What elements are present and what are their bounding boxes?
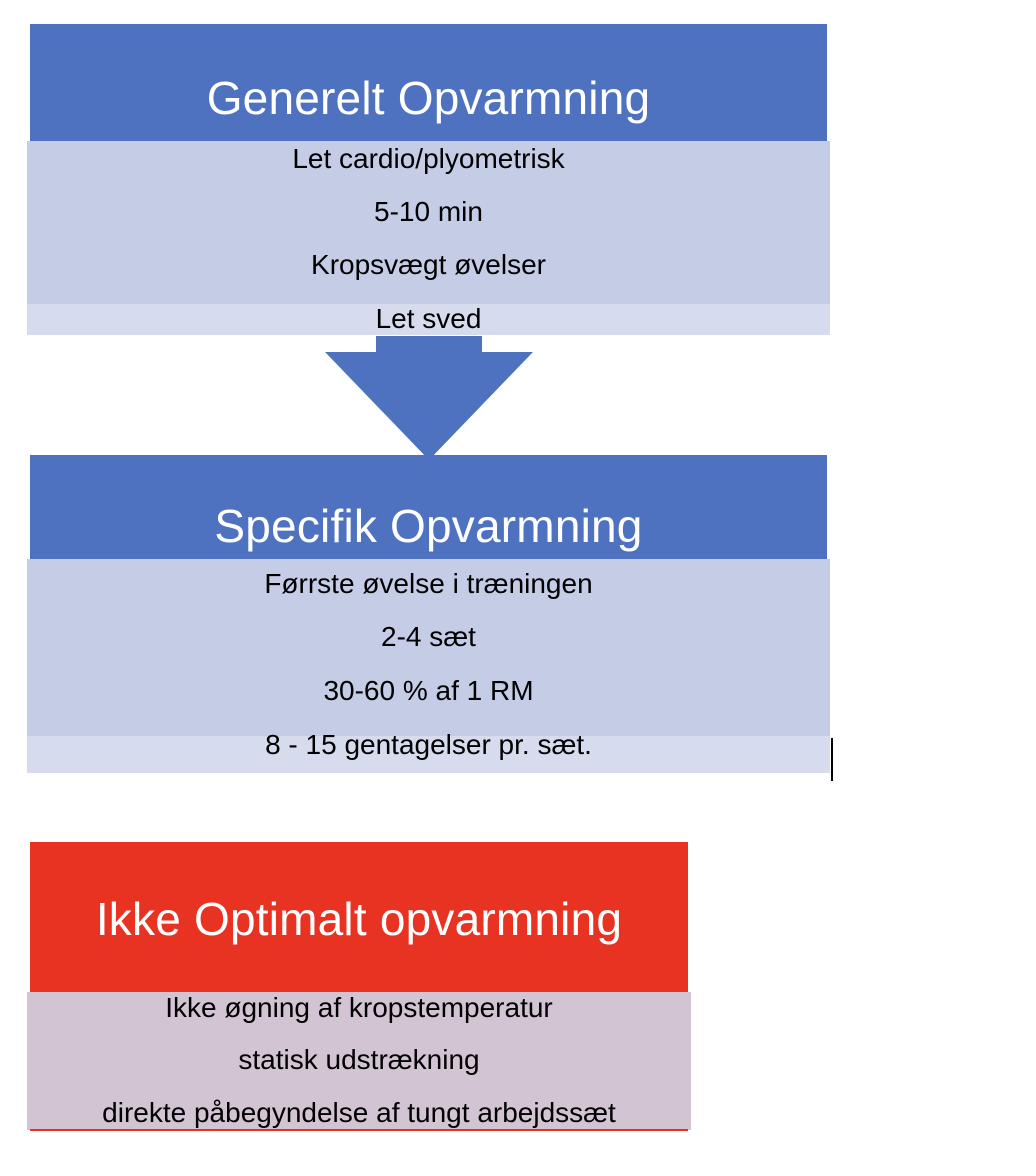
specific-warmup-line-1: Førrste øvelse i træningen <box>264 568 593 599</box>
general-warmup-box <box>27 141 830 335</box>
not-optimal-warmup-underline <box>30 1129 688 1131</box>
not-optimal-warmup-line-1: Ikke øgning af kropstemperatur <box>165 992 553 1023</box>
general-warmup-line-1: Let cardio/plyometrisk <box>292 143 565 174</box>
text-cursor <box>831 738 833 781</box>
general-warmup-title: Generelt Opvarmning <box>206 71 651 124</box>
general-warmup-line-4: Let sved <box>375 303 482 334</box>
specific-warmup-box <box>27 559 830 773</box>
specific-warmup-title: Specifik Opvarmning <box>214 500 643 552</box>
specific-warmup-line-2: 2-4 sæt <box>381 621 476 652</box>
not-optimal-warmup-box <box>27 992 691 1130</box>
general-warmup-line-3: Kropsvægt øvelser <box>311 249 546 280</box>
specific-warmup-header <box>30 455 827 559</box>
not-optimal-warmup-line-3: direkte påbegyndelse af tungt arbejdssæt <box>102 1097 616 1128</box>
general-warmup-line-2: 5-10 min <box>374 196 483 227</box>
not-optimal-warmup-header <box>30 842 688 992</box>
general-warmup-header <box>30 24 827 141</box>
specific-warmup-line-3: 30-60 % af 1 RM <box>323 675 534 706</box>
down-arrow-icon <box>320 336 540 462</box>
not-optimal-warmup-line-2: statisk udstrækning <box>238 1044 480 1075</box>
not-optimal-warmup-title: Ikke Optimalt opvarmning <box>95 893 623 945</box>
specific-warmup-line-4: 8 - 15 gentagelser pr. sæt. <box>265 729 592 760</box>
down-arrow-shape <box>325 336 533 460</box>
